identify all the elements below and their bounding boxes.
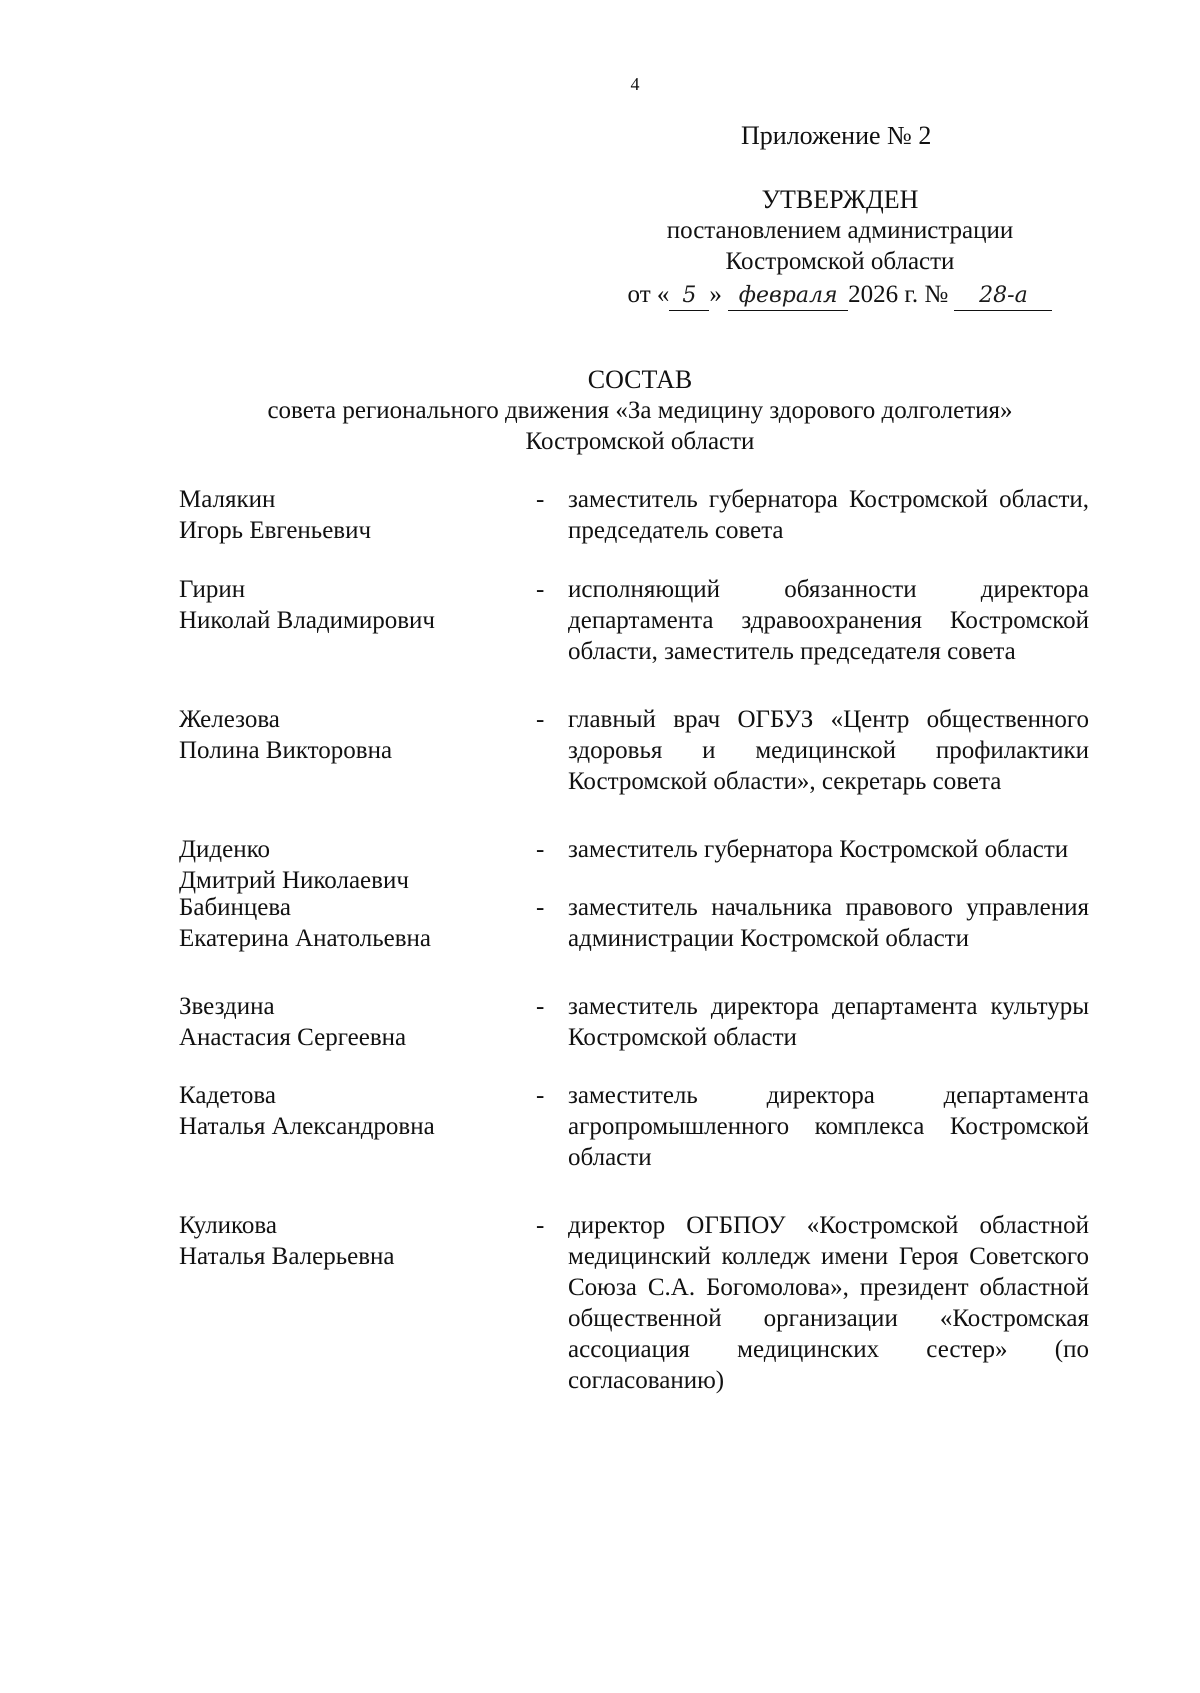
member-given-names: Игорь Евгеньевич xyxy=(179,517,372,544)
member-name xyxy=(179,1210,509,1272)
composition-heading: СОСТАВ xyxy=(587,365,693,394)
composition-title xyxy=(0,364,1200,457)
member-dash: - xyxy=(536,894,545,921)
member-dash: - xyxy=(536,1212,545,1239)
member-entry xyxy=(179,834,1089,894)
member-given-names: Полина Викторовна xyxy=(179,737,393,764)
member-given-names: Наталья Валерьевна xyxy=(179,1243,395,1270)
member-surname: Малякин xyxy=(179,486,276,513)
member-entry xyxy=(179,1210,1089,1396)
member-role: заместитель губернатора Костромской области, председатель совета xyxy=(568,486,1089,544)
member-dash: - xyxy=(536,486,545,513)
date-mid: » xyxy=(709,281,722,308)
page-number: 4 xyxy=(630,74,640,94)
member-name xyxy=(179,484,509,546)
member-entry xyxy=(179,1080,1089,1173)
appendix-label: Приложение № 2 xyxy=(741,121,932,150)
members-list xyxy=(179,484,1089,1396)
member-role: заместитель губернатора Костромской области xyxy=(568,836,1069,863)
composition-subtitle-line-1: совета регионального движения «За медицину здорового долголетия» xyxy=(267,397,1013,424)
member-role: исполняющий обязанности директора департамента здравоохранения Костромской области, заместитель председателя совета xyxy=(568,576,1089,665)
member-dash: - xyxy=(536,836,545,863)
handwritten-number: 28-а xyxy=(954,282,1052,311)
approval-line-1: постановлением администрации xyxy=(666,217,1014,244)
member-surname: Кадетова xyxy=(179,1082,276,1109)
member-name xyxy=(179,834,509,896)
approval-date-line xyxy=(600,279,1080,311)
handwritten-day: 5 xyxy=(669,282,709,311)
date-prefix: от « xyxy=(627,281,670,308)
member-given-names: Анастасия Сергеевна xyxy=(179,1024,407,1051)
member-entry xyxy=(179,892,1089,954)
member-entry xyxy=(179,704,1089,797)
member-role: заместитель начальника правового управления администрации Костромской области xyxy=(568,894,1089,952)
member-surname: Железова xyxy=(179,706,280,733)
member-surname: Гирин xyxy=(179,576,246,603)
member-surname: Бабинцева xyxy=(179,894,291,921)
member-surname: Куликова xyxy=(179,1212,277,1239)
member-dash: - xyxy=(536,993,545,1020)
member-given-names: Николай Владимирович xyxy=(179,607,435,634)
member-dash: - xyxy=(536,1082,545,1109)
member-given-names: Екатерина Анатольевна xyxy=(179,925,432,952)
member-entry xyxy=(179,574,1089,667)
approval-line-2: Костромской области xyxy=(725,248,955,275)
approval-heading: УТВЕРЖДЕН xyxy=(761,185,919,214)
member-dash: - xyxy=(536,576,545,603)
member-name xyxy=(179,892,509,954)
approval-block xyxy=(600,184,1080,311)
member-name xyxy=(179,991,509,1053)
member-entry xyxy=(179,484,1089,546)
member-name xyxy=(179,574,509,636)
member-surname: Диденко xyxy=(179,836,271,863)
member-name xyxy=(179,704,509,766)
composition-subtitle-line-2: Костромской области xyxy=(525,428,755,455)
member-entry xyxy=(179,991,1089,1053)
member-surname: Звездина xyxy=(179,993,275,1020)
member-dash: - xyxy=(536,706,545,733)
handwritten-month: февраля xyxy=(728,282,848,311)
member-role: директор ОГБПОУ «Костромской областной медицинский колледж имени Героя Советского Союза С.А. Богомолова», президент областной общественной организации «Костромская ассоциация медицинских сестер» (по согласованию) xyxy=(568,1212,1089,1394)
year-suffix: 2026 г. № xyxy=(848,281,949,308)
member-given-names: Наталья Александровна xyxy=(179,1113,435,1140)
member-given-names: Дмитрий Николаевич xyxy=(179,867,409,894)
member-role: заместитель директора департамента агропромышленного комплекса Костромской области xyxy=(568,1082,1089,1171)
member-role: главный врач ОГБУЗ «Центр общественного здоровья и медицинской профилактики Костромской области», секретарь совета xyxy=(568,706,1089,795)
member-role: заместитель директора департамента культуры Костромской области xyxy=(568,993,1089,1051)
member-name xyxy=(179,1080,509,1142)
